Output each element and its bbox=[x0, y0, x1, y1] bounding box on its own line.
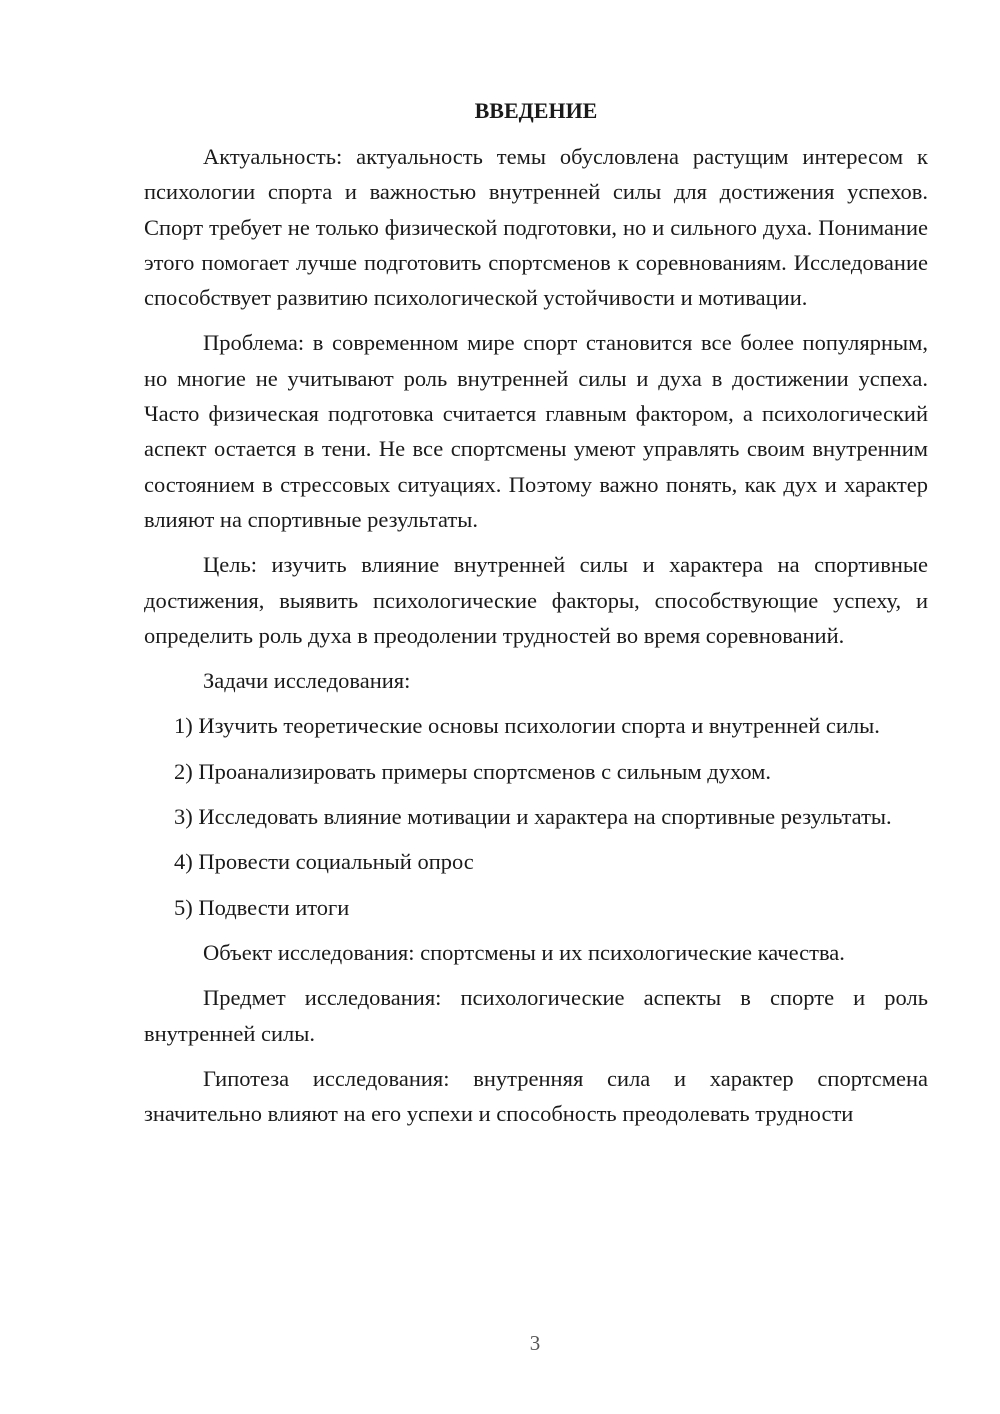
task-item-3: 3) Исследовать влияние мотивации и характера на спортивные результаты. bbox=[174, 804, 892, 830]
task-item-5: 5) Подвести итоги bbox=[174, 894, 350, 920]
paragraph-goal: Цель: изучить влияние внутренней силы и характера на спортивные достижения, выявить психологические факторы, способствующие успеху, и определить роль духа в преодолении трудностей во время соревнований. bbox=[144, 552, 928, 648]
task-item-1: 1) Изучить теоретические основы психологии спорта и внутренней силы. bbox=[174, 713, 880, 739]
page-content bbox=[144, 93, 928, 1141]
tasks-heading: Задачи исследования: bbox=[203, 668, 411, 694]
paragraph-problem: Проблема: в современном мире спорт становится все более популярным, но многие не учитывают роль внутренней силы и духа в достижении успеха. Часто физическая подготовка считается главным фактором, а психологический аспект остается в тени. Не все спортсмены умеют управлять своим внутренним состоянием в стрессовых ситуациях. Поэтому важно понять, как дух и характер влияют на спортивные результаты. bbox=[144, 330, 928, 532]
paragraph-relevance: Актуальность: актуальность темы обусловлена растущим интересом к психологии спорта и важностью внутренней силы для достижения успехов. Спорт требует не только физической подготовки, но и сильного духа. Понимание этого помогает лучше подготовить спортсменов к соревнованиям. Исследование способствует развитию психологической устойчивости и мотивации. bbox=[144, 144, 928, 311]
page-number: 3 bbox=[529, 1331, 541, 1355]
task-item-4: 4) Провести социальный опрос bbox=[174, 849, 474, 875]
paragraph-object: Объект исследования: спортсмены и их психологические качества. bbox=[203, 939, 845, 965]
paragraph-subject: Предмет исследования: психологические аспекты в спорте и роль внутренней силы. bbox=[144, 985, 928, 1046]
paragraph-hypothesis: Гипотеза исследования: внутренняя сила и характер спортсмена значительно влияют на его успехи и способность преодолевать трудности bbox=[144, 1065, 928, 1127]
task-item-2: 2) Проанализировать примеры спортсменов с сильным духом. bbox=[174, 758, 772, 784]
section-title: ВВЕДЕНИЕ bbox=[474, 98, 598, 123]
